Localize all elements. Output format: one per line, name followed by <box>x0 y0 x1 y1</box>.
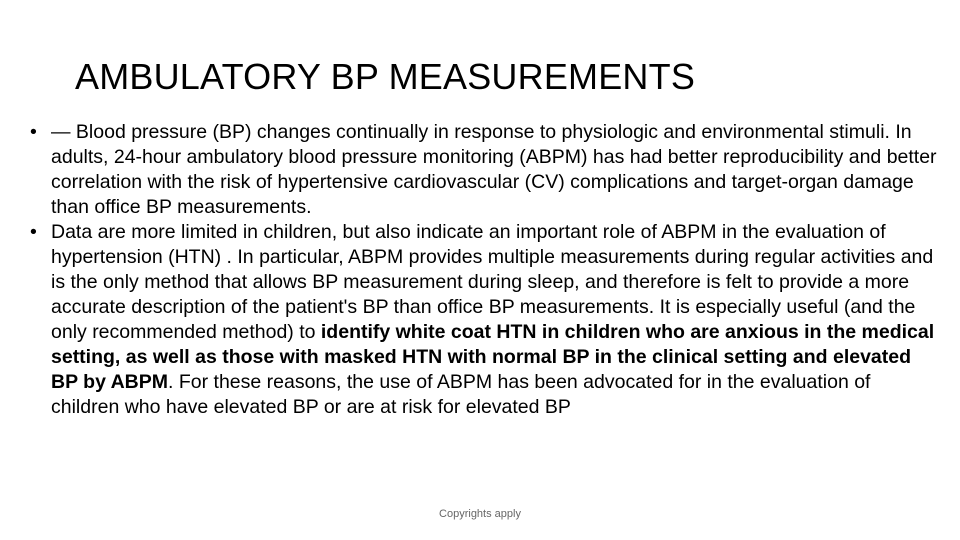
bullet-text-end: . For these reasons, the use of ABPM has been advocated for in the evaluation of children who have elevated BP or are at risk for elevated BP <box>51 371 871 418</box>
copyright-footer: Copyrights apply <box>439 508 521 520</box>
slide-title: AMBULATORY BP MEASUREMENTS <box>75 56 696 97</box>
bullet-text-start: Data are more limited in children, but also indicate an important role of ABPM in the evaluation of hypertension (HTN) . In particular, ABPM provides multiple measurements during regular activities and is the only method that allows BP measurement during sleep, and therefore is felt to provide a more accurate description of the patient's BP than office BP measurements. It is especially useful (and the only recommended method) to <box>51 221 934 343</box>
bullet-item-children-data <box>30 220 938 420</box>
bullet-item-bp-changes <box>30 120 938 220</box>
bullet-dot: • <box>30 221 37 243</box>
bullet-dot: • <box>30 121 37 143</box>
bullet-list <box>30 120 938 420</box>
bullet-text-emphasis: identify white coat HTN in children who are anxious in the medical setting, as well as those with masked HTN with normal BP in the clinical setting and elevated BP by ABPM <box>51 321 935 393</box>
bullet-text: — Blood pressure (BP) changes continually in response to physiologic and environmental stimuli. In adults, 24-hour ambulatory blood pressure monitoring (ABPM) has had better reproducibility and better correlation with the risk of hypertensive cardiovascular (CV) complications and target-organ damage than office BP measurements. <box>51 121 937 218</box>
